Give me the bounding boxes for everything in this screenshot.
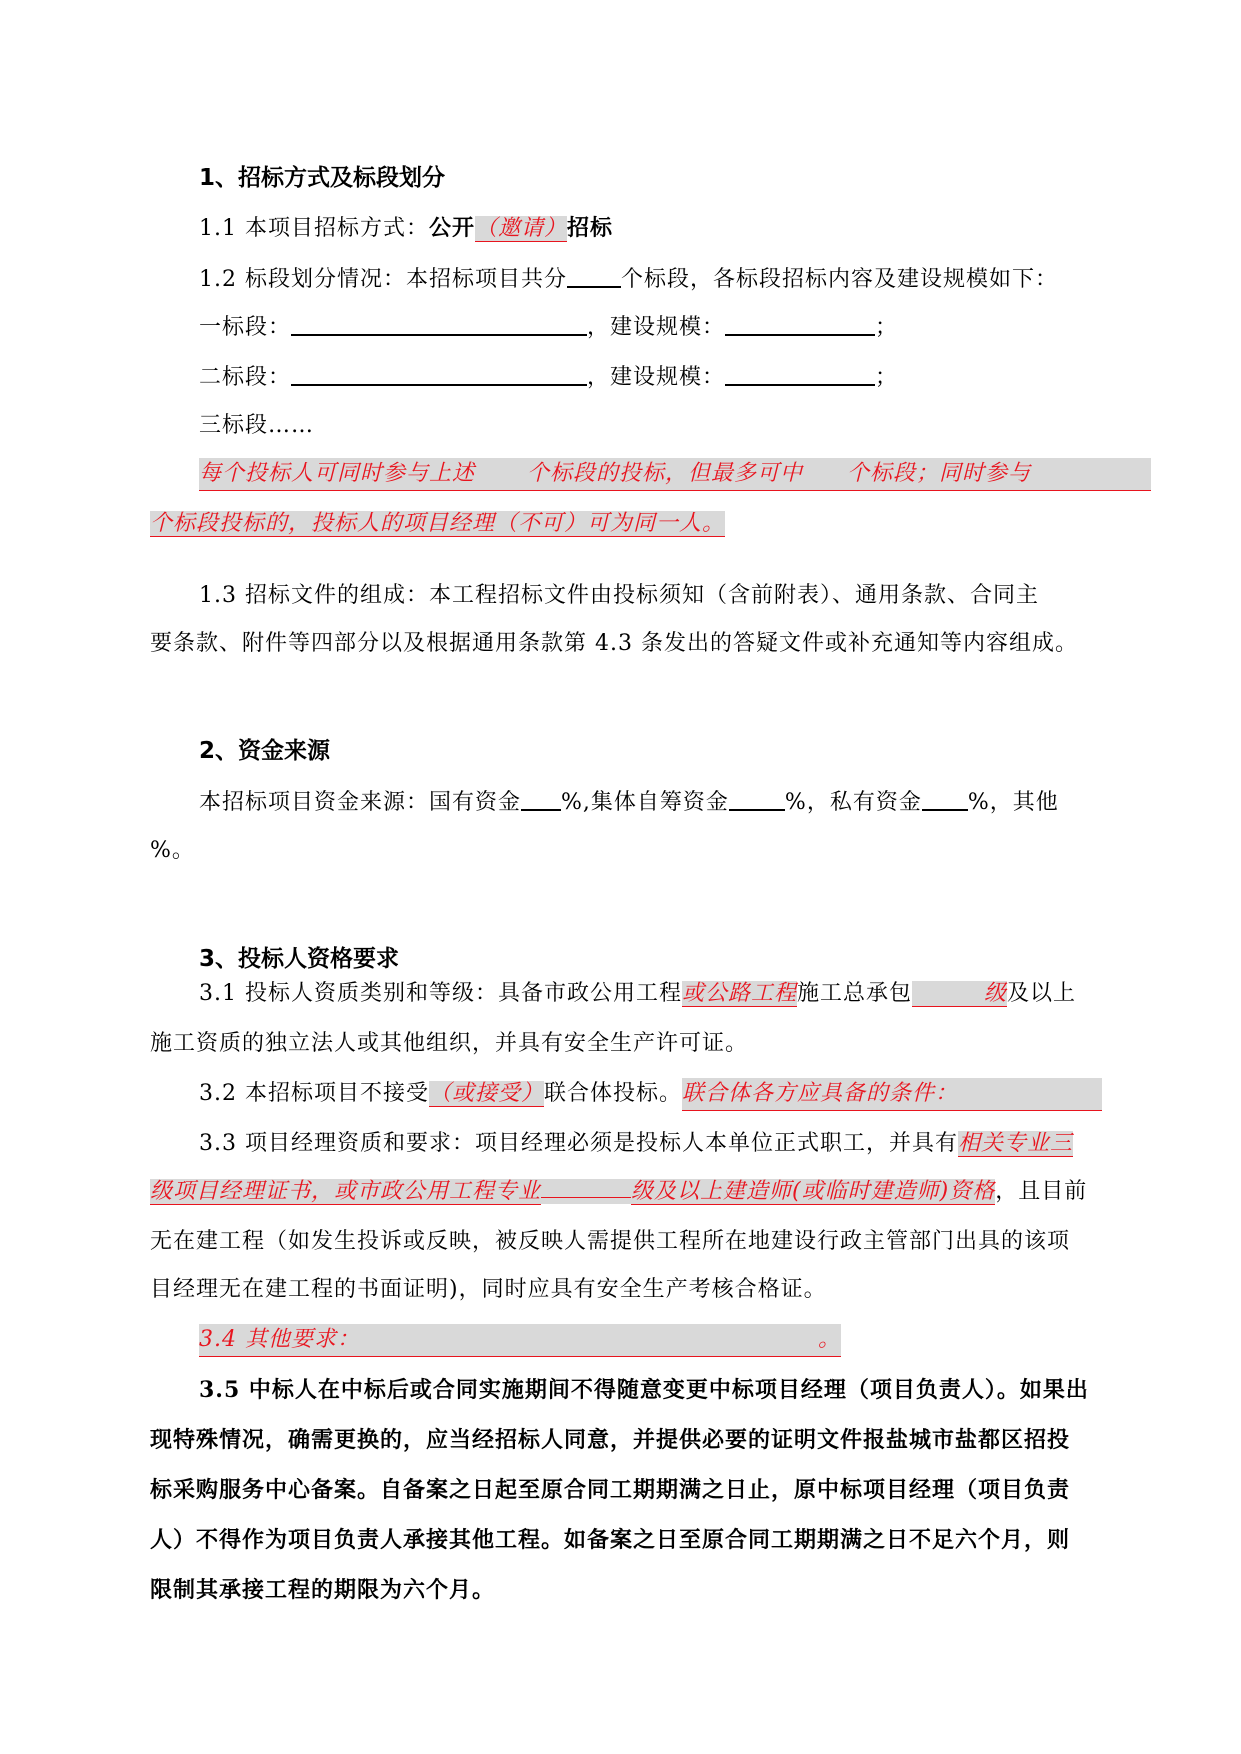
state-funds-blank — [521, 785, 561, 811]
section-1-heading: 1、招标方式及标段划分 — [199, 165, 446, 191]
section-2-heading: 2、资金来源 — [199, 738, 331, 764]
clause-3-3-line-2: 级项目经理证书，或市政公用工程专业 级及以上建造师(或临时建造师)资格，且目前 — [150, 1179, 1088, 1204]
clause-3-5-line-5: 限制其承接工程的期限为六个月。 — [150, 1577, 496, 1603]
clause-3-3-line-3: 无在建工程（如发生投诉或反映，被反映人需提供工程所在地建设行政主管部门出具的该项 — [150, 1229, 1071, 1254]
bidding-note-line-2: 个标段投标的，投标人的项目经理（不可）可为同一人。 — [150, 511, 726, 536]
clause-3-5-line-3: 标采购服务中心备案。自备案之日起至原合同工期期满之日止，原中标项目经理（项目负责 — [150, 1477, 1071, 1503]
invite-option: （邀请） — [475, 216, 568, 241]
clause-1-2: 1.2 标段划分情况：本招标项目共分 个标段，各标段招标内容及建设规模如下： — [199, 262, 1058, 296]
lot-2-line: 二标段： ，建设规模： ； — [199, 360, 898, 394]
clause-1-1: 1.1 本项目招标方式：公开（邀请）招标 — [199, 215, 614, 241]
clause-3-1-line-1: 3.1 投标人资质类别和等级：具备市政公用工程或公路工程施工总承包 级及以上 — [199, 981, 1077, 1006]
clause-1-3-line-1: 1.3 招标文件的组成：本工程招标文件由投标须知（含前附表）、通用条款、合同主 — [199, 583, 1039, 608]
lot-1-content-blank — [291, 310, 587, 336]
clause-3-1-line-2: 施工资质的独立法人或其他组织，并具有安全生产许可证。 — [150, 1031, 749, 1056]
clause-1-3-line-2: 要条款、附件等四部分以及根据通用条款第 4.3 条发出的答疑文件或补充通知等内容组成。 — [150, 631, 1078, 656]
clause-3-5-line-1: 3.5 中标人在中标后或合同实施期间不得随意变更中标项目经理（项目负责人）。如果出 — [199, 1377, 1089, 1403]
funding-line-end: %。 — [150, 838, 195, 863]
bidding-note-line-1: 每个投标人可同时参与上述 个标段的投标，但最多可中 个标段；同时参与 — [199, 458, 1151, 491]
section-3-heading: 3、投标人资格要求 — [199, 946, 400, 972]
clause-3-5-line-4: 人）不得作为项目负责人承接其他工程。如备案之日至原合同工期期满之日不足六个月，则 — [150, 1527, 1071, 1553]
private-funds-blank — [922, 785, 968, 811]
clause-3-4: 3.4 其他要求： 。 — [199, 1324, 841, 1357]
clause-3-3-line-1: 3.3 项目经理资质和要求：项目经理必须是投标人本单位正式职工，并具有相关专业三 — [199, 1131, 1073, 1156]
lot-2-content-blank — [291, 360, 587, 386]
clause-3-2: 3.2 本招标项目不接受（或接受）联合体投标。联合体各方应具备的条件： — [199, 1078, 1102, 1111]
collective-funds-blank — [729, 785, 785, 811]
clause-3-3-line-4: 目经理无在建工程的书面证明)，同时应具有安全生产考核合格证。 — [150, 1277, 827, 1302]
lot-2-scale-blank — [725, 360, 875, 386]
lot-count-blank — [567, 262, 621, 288]
funding-line: 本招标项目资金来源：国有资金 %,集体自筹资金 %，私有资金 %，其他 — [199, 785, 1059, 819]
lot-1-line: 一标段： ，建设规模： ； — [199, 310, 898, 344]
lot-1-scale-blank — [725, 310, 875, 336]
clause-3-5-line-2: 现特殊情况，确需更换的，应当经招标人同意，并提供必要的证明文件报盐城市盐都区招投 — [150, 1427, 1071, 1453]
lot-3-line: 三标段…… — [199, 413, 315, 438]
